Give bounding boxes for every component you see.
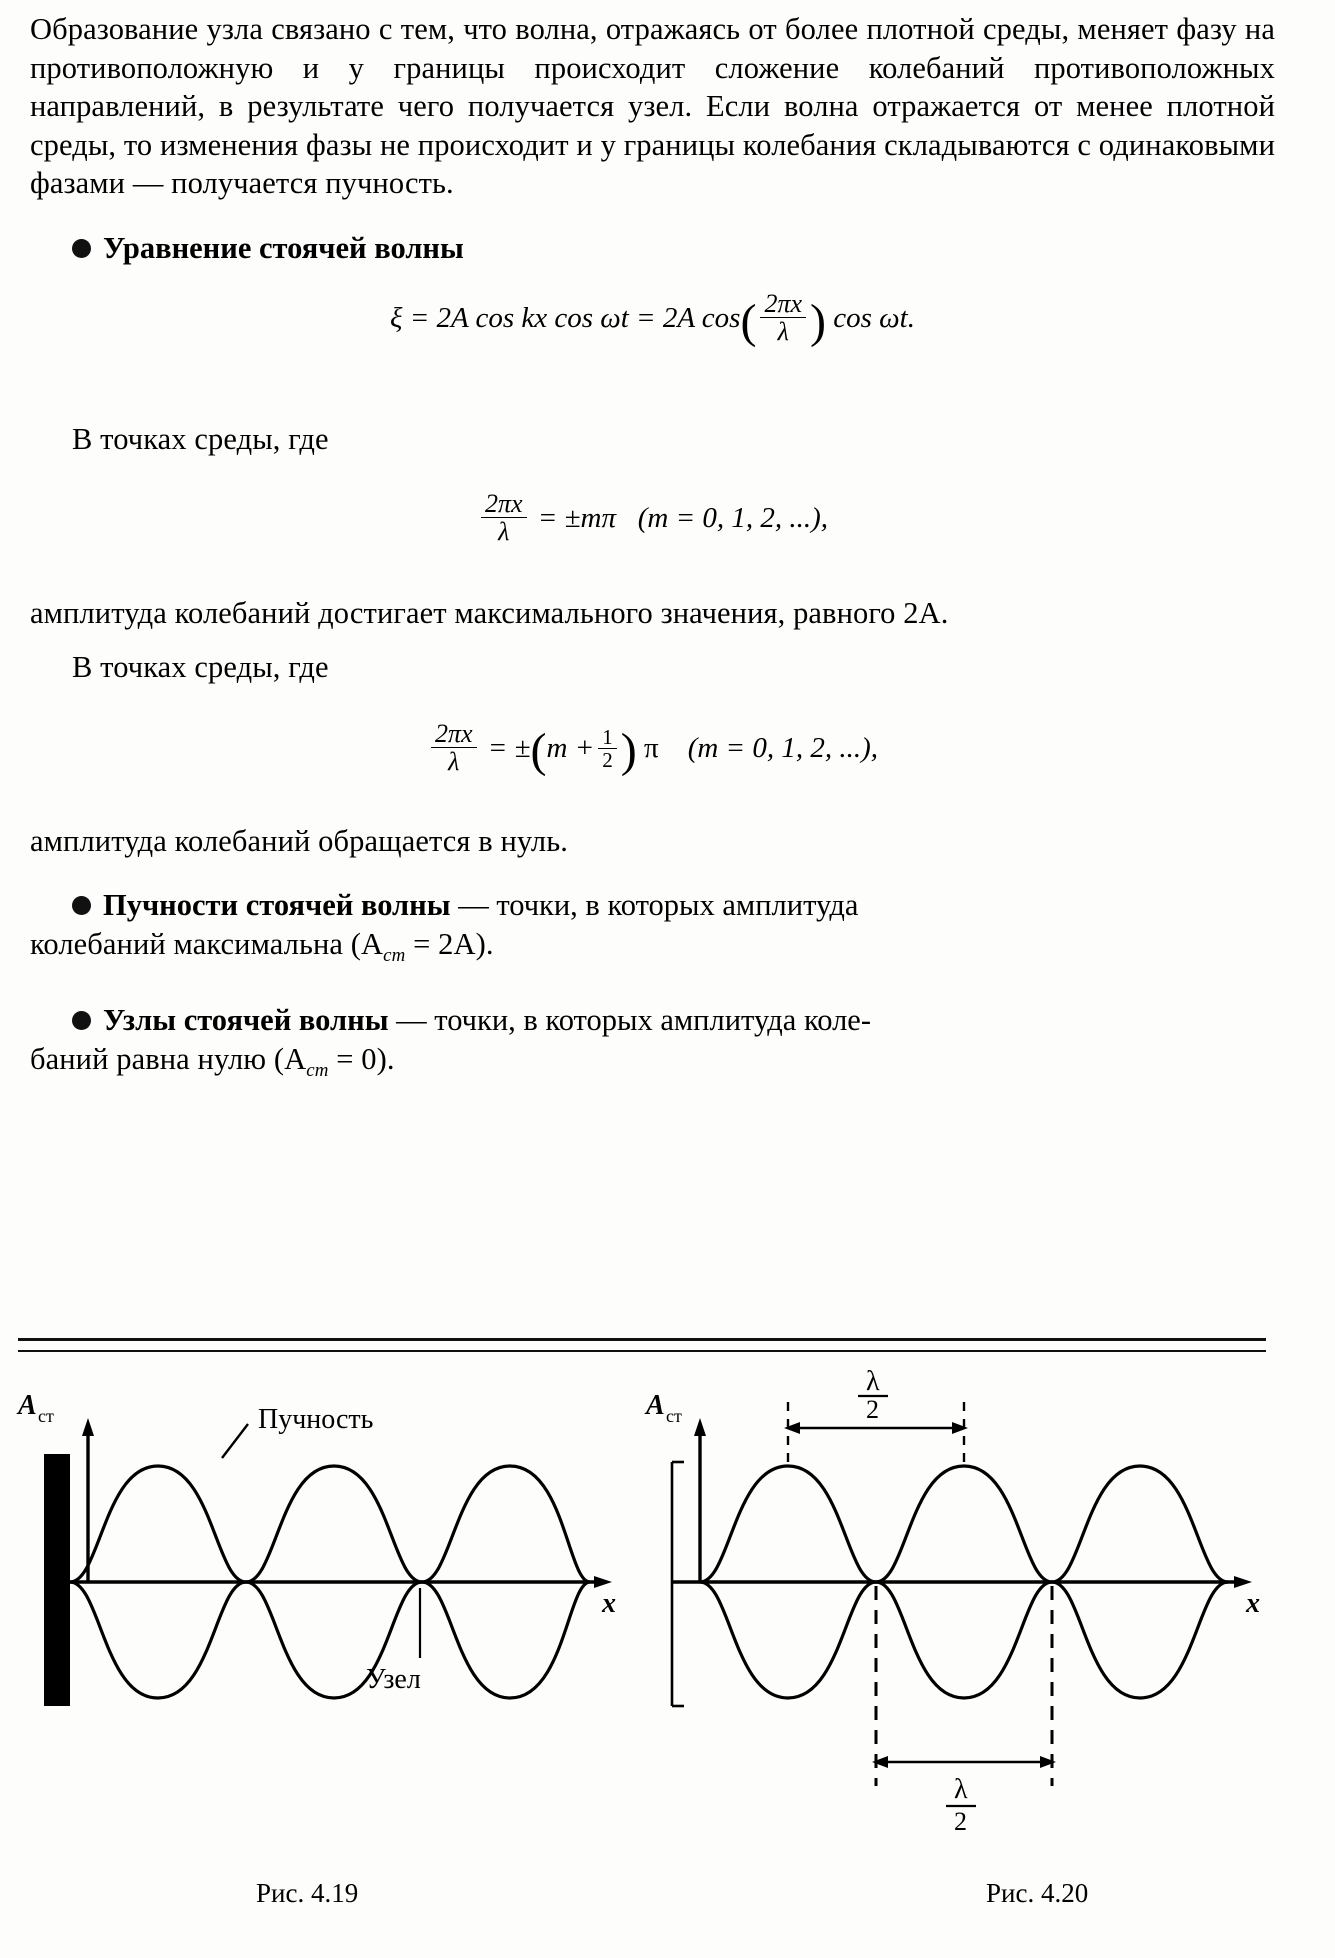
x-axis-arrow-left (594, 1576, 612, 1588)
heading-nodes (72, 1001, 1275, 1040)
heading-standing-wave-equation (72, 229, 1275, 268)
y-axis-arrow-left (82, 1418, 94, 1436)
line-where-points-1: В точках среды, где (72, 422, 329, 456)
x-axis-arrow-right (1234, 1576, 1252, 1588)
label-node: Узел (366, 1664, 421, 1695)
y-axis-sublabel-left: ст (38, 1406, 54, 1426)
wave-upper-left (70, 1466, 590, 1582)
fraction-2pix-lambda-2: $\frac{2\pi x}{\lambda}$ (481, 491, 527, 546)
heading-label: Уравнение стоячей волны (103, 230, 464, 265)
antinodes-line-text: колебаний максимальна (A (30, 926, 384, 961)
paren-open-2: ( (530, 724, 547, 777)
condition-note: (m = 0, 1, 2, ...), (637, 501, 829, 534)
fraction-2pix-lambda-3: $\frac{2\pi x}{\lambda}$ (431, 721, 477, 776)
paren-close-2: ) (620, 724, 637, 777)
label-antinode: Пучность (258, 1404, 374, 1435)
dim-arrow-bottom-right (1040, 1756, 1056, 1768)
caption-fig-419: Рис. 4.19 (256, 1878, 359, 1908)
intro-paragraph: Образование узла связано с тем, что волна, отражаясь от более плотной среды, меняет фазу на противоположную и у границы происходит сложение колебаний противоположных направлений, в результате чего получается узел. Если волна отражается от менее плотной среды, то изменения фазы не происходит и у границы колебания складываются с одинаковыми фазами — получается пучность. (30, 12, 1275, 200)
formula-condition-max (30, 488, 1275, 548)
x-axis-label-left: x (602, 1588, 616, 1619)
condition-note-2: (m = 0, 1, 2, ...), (687, 731, 879, 764)
fraction-2pix-lambda: $\frac{2\pi x}{\lambda}$ (760, 291, 806, 346)
caption-fig-420: Рис. 4.20 (986, 1878, 1089, 1908)
x-axis-label-right: x (1246, 1588, 1260, 1619)
y-axis-label-right: A (646, 1390, 665, 1421)
text-column (30, 10, 1275, 1090)
bullet-icon-3 (72, 1011, 91, 1030)
wave-lower-left (70, 1582, 590, 1698)
y-axis-label-left: A (18, 1390, 37, 1421)
dim-label-top-den: 2 (866, 1395, 879, 1424)
y-axis-arrow-right (694, 1418, 706, 1436)
line-amplitude-max: амплитуда колебаний достигает максимального значения, равного 2A. (30, 595, 949, 630)
antinodes-second-line (30, 925, 1275, 976)
nodes-line-text: баний равна нулю (A (30, 1041, 307, 1076)
bullet-icon-2 (72, 896, 91, 915)
line-amplitude-zero: амплитуда колебаний обращается в нуль. (30, 823, 568, 858)
bullet-icon (72, 239, 91, 258)
leader-antinode (222, 1424, 248, 1458)
dim-label-top-num: λ (866, 1366, 880, 1397)
dim-label-bottom-num: λ (954, 1774, 968, 1805)
standing-wave-figures (0, 1366, 1335, 1926)
formula-rhs: cos ωt. (833, 302, 915, 335)
y-axis-sublabel-right: ст (666, 1406, 682, 1426)
nodes-line-tail: = 0). (328, 1041, 395, 1076)
wave-upper-right (700, 1466, 1228, 1582)
wave-lower-right (700, 1582, 1228, 1698)
nodes-subscript: ст (306, 1059, 329, 1081)
dim-label-bottom-den: 2 (954, 1807, 967, 1836)
condition-relation-left: = ± (487, 731, 531, 764)
condition-relation: = ±mπ (537, 501, 616, 534)
condition-relation-right: π (644, 731, 659, 764)
dim-arrow-top-left (784, 1422, 800, 1434)
paren-open: ( (740, 294, 757, 348)
divider-top (18, 1338, 1266, 1341)
dim-arrow-top-right (952, 1422, 968, 1434)
formula-lhs: ξ = 2A cos kx cos ωt = 2A cos (390, 302, 741, 335)
nodes-second-line (30, 1040, 1275, 1091)
antinodes-line-tail: = 2A). (405, 926, 494, 961)
antinodes-rest: — точки, в которых амплитуда (450, 888, 859, 922)
fraction-one-half: $\frac{1}{2}$ (598, 726, 617, 771)
figures-section (0, 1338, 1335, 1958)
inner-left: m + (546, 731, 595, 764)
formula-condition-zero (30, 718, 1275, 778)
antinodes-subscript: ст (383, 944, 406, 966)
nodes-label: Узлы стоячей волны (103, 1003, 389, 1038)
formula-standing-wave (30, 289, 1275, 348)
nodes-rest: — точки, в которых амплитуда коле- (388, 1003, 872, 1038)
divider-top-2 (18, 1350, 1266, 1352)
paren-close: ) (810, 294, 827, 348)
dim-arrow-bottom-left (872, 1756, 888, 1768)
line-where-points-2: В точках среды, где (72, 650, 329, 684)
reflecting-wall (44, 1454, 70, 1706)
heading-antinodes (72, 886, 1275, 925)
antinodes-label: Пучности стоячей волны (103, 888, 451, 922)
